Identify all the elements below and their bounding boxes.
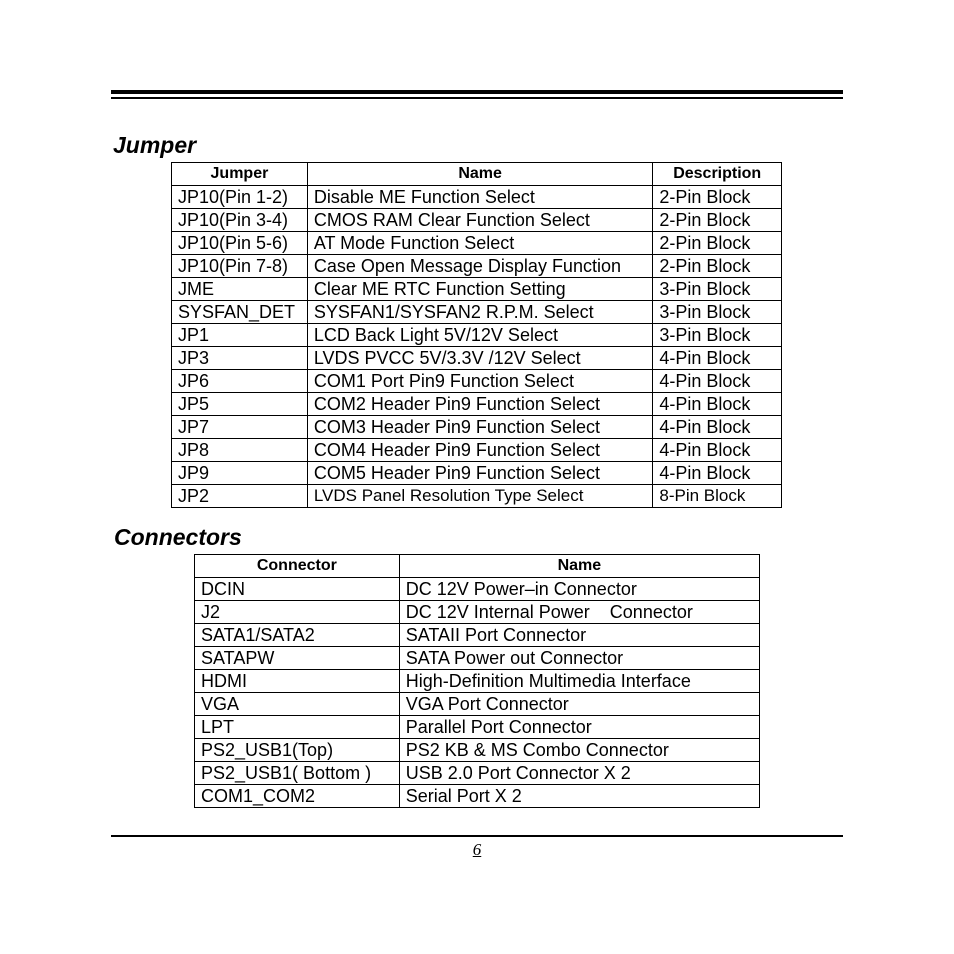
jumper-cell: JP10(Pin 1-2)	[172, 186, 308, 209]
name-cell: Serial Port X 2	[399, 785, 759, 808]
connector-cell: SATA1/SATA2	[195, 624, 400, 647]
table-row	[195, 670, 760, 693]
table-row	[195, 647, 760, 670]
description-cell: 3-Pin Block	[653, 278, 782, 301]
name-cell: Disable ME Function Select	[307, 186, 653, 209]
description-cell: 4-Pin Block	[653, 462, 782, 485]
name-cell: USB 2.0 Port Connector X 2	[399, 762, 759, 785]
name-cell: COM1 Port Pin9 Function Select	[307, 370, 653, 393]
jumper-cell: JP5	[172, 393, 308, 416]
jumper-table-header-row	[172, 163, 782, 186]
connector-table-header-row	[195, 555, 760, 578]
column-header-description: Description	[653, 163, 782, 186]
description-cell: 2-Pin Block	[653, 232, 782, 255]
description-cell: 2-Pin Block	[653, 186, 782, 209]
jumper-cell: JP7	[172, 416, 308, 439]
column-header-name: Name	[307, 163, 653, 186]
table-row	[172, 186, 782, 209]
connectors-section-title: Connectors	[114, 524, 242, 550]
page-number	[0, 840, 954, 860]
header-rule-thick	[111, 90, 843, 94]
jumper-cell: JP6	[172, 370, 308, 393]
name-cell: Parallel Port Connector	[399, 716, 759, 739]
table-row	[172, 370, 782, 393]
description-cell: 3-Pin Block	[653, 324, 782, 347]
table-row	[172, 462, 782, 485]
name-cell: PS2 KB & MS Combo Connector	[399, 739, 759, 762]
jumper-cell: JP10(Pin 7-8)	[172, 255, 308, 278]
name-cell: Case Open Message Display Function	[307, 255, 653, 278]
name-cell: SYSFAN1/SYSFAN2 R.P.M. Select	[307, 301, 653, 324]
jumper-cell: JP10(Pin 3-4)	[172, 209, 308, 232]
table-row	[195, 693, 760, 716]
column-header-name: Name	[399, 555, 759, 578]
table-row	[172, 209, 782, 232]
connector-cell: HDMI	[195, 670, 400, 693]
table-row	[195, 601, 760, 624]
description-cell: 3-Pin Block	[653, 301, 782, 324]
name-cell: LVDS PVCC 5V/3.3V /12V Select	[307, 347, 653, 370]
description-cell: 4-Pin Block	[653, 439, 782, 462]
jumper-cell: JP2	[172, 485, 308, 508]
name-cell: AT Mode Function Select	[307, 232, 653, 255]
table-row	[172, 278, 782, 301]
table-row	[172, 347, 782, 370]
name-cell: COM2 Header Pin9 Function Select	[307, 393, 653, 416]
jumper-cell: SYSFAN_DET	[172, 301, 308, 324]
description-cell: 2-Pin Block	[653, 255, 782, 278]
page-number-text: 6	[472, 840, 482, 859]
name-cell: VGA Port Connector	[399, 693, 759, 716]
footer-rule	[111, 835, 843, 837]
description-cell: 4-Pin Block	[653, 370, 782, 393]
table-row	[195, 762, 760, 785]
jumper-cell: JME	[172, 278, 308, 301]
connector-cell: VGA	[195, 693, 400, 716]
column-header-connector: Connector	[195, 555, 400, 578]
table-row	[195, 624, 760, 647]
description-cell: 4-Pin Block	[653, 347, 782, 370]
name-cell: COM5 Header Pin9 Function Select	[307, 462, 653, 485]
header-rule-thin	[111, 97, 843, 99]
column-header-jumper: Jumper	[172, 163, 308, 186]
connector-cell: PS2_USB1( Bottom )	[195, 762, 400, 785]
name-cell: DC 12V Power–in Connector	[399, 578, 759, 601]
jumper-section-title: Jumper	[113, 132, 197, 158]
name-cell: COM4 Header Pin9 Function Select	[307, 439, 653, 462]
description-cell: 4-Pin Block	[653, 393, 782, 416]
connector-cell: COM1_COM2	[195, 785, 400, 808]
table-row	[172, 439, 782, 462]
name-cell: SATAII Port Connector	[399, 624, 759, 647]
table-row	[195, 739, 760, 762]
jumper-cell: JP1	[172, 324, 308, 347]
name-cell: CMOS RAM Clear Function Select	[307, 209, 653, 232]
table-row	[172, 485, 782, 508]
table-row	[172, 255, 782, 278]
name-cell: DC 12V Internal Power Connector	[399, 601, 759, 624]
description-cell: 2-Pin Block	[653, 209, 782, 232]
description-cell: 4-Pin Block	[653, 416, 782, 439]
description-cell: 8-Pin Block	[653, 485, 782, 508]
table-row	[195, 578, 760, 601]
table-row	[172, 393, 782, 416]
name-cell: SATA Power out Connector	[399, 647, 759, 670]
table-row	[195, 785, 760, 808]
connector-cell: LPT	[195, 716, 400, 739]
table-row	[172, 301, 782, 324]
name-cell: COM3 Header Pin9 Function Select	[307, 416, 653, 439]
table-row	[172, 324, 782, 347]
jumper-cell: JP8	[172, 439, 308, 462]
jumper-table	[171, 162, 782, 508]
connector-cell: DCIN	[195, 578, 400, 601]
name-cell: Clear ME RTC Function Setting	[307, 278, 653, 301]
jumper-cell: JP10(Pin 5-6)	[172, 232, 308, 255]
connector-cell: J2	[195, 601, 400, 624]
table-row	[172, 416, 782, 439]
name-cell: High-Definition Multimedia Interface	[399, 670, 759, 693]
connector-table	[194, 554, 760, 808]
jumper-cell: JP3	[172, 347, 308, 370]
jumper-cell: JP9	[172, 462, 308, 485]
name-cell: LVDS Panel Resolution Type Select	[307, 485, 653, 508]
connector-cell: SATAPW	[195, 647, 400, 670]
table-row	[172, 232, 782, 255]
table-row	[195, 716, 760, 739]
connector-cell: PS2_USB1(Top)	[195, 739, 400, 762]
name-cell: LCD Back Light 5V/12V Select	[307, 324, 653, 347]
